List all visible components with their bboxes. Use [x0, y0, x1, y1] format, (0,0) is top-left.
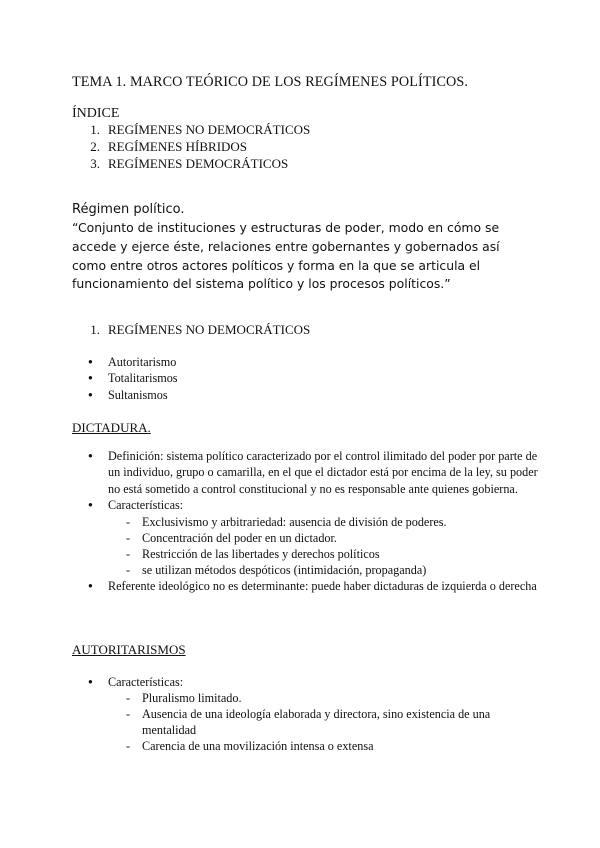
index-item [72, 121, 310, 138]
list-item-text: Autoritarismo [108, 355, 177, 369]
index-item-label: REGÍMENES DEMOCRÁTICOS [108, 156, 289, 171]
dash-icon: - [126, 691, 131, 706]
section-label: REGÍMENES NO DEMOCRÁTICOS [108, 322, 311, 337]
bullet-icon: ● [88, 500, 93, 510]
sub-list-item [72, 562, 542, 578]
dash-icon: - [126, 739, 131, 754]
index-item-number: 3. [90, 156, 100, 171]
regimen-definition-quote: “Conjunto de instituciones y estructuras de poder, modo en cómo se accede y ejerce éste, relaciones entre gobernantes y gobernados así como entre otros actores políticos y forma en la que se articula el funcionamiento del sistema político y los procesos políticos.” [72, 220, 500, 292]
index-list [72, 121, 310, 172]
sub-list-item [72, 706, 542, 738]
section-number: 1. [90, 322, 100, 337]
regime-types-list [72, 354, 532, 403]
bullet-icon: ● [88, 451, 93, 460]
sub-list-item-text: Carencia de una movilización intensa o extensa [142, 739, 374, 754]
list-item-text: Sultanismos [108, 387, 168, 402]
dictadura-list [72, 448, 542, 594]
bullet-icon: ● [88, 677, 93, 686]
list-item [72, 370, 532, 386]
sub-list-item [72, 690, 542, 706]
sub-list-item [72, 514, 542, 530]
list-item [72, 354, 532, 370]
dash-icon: - [126, 707, 131, 722]
sub-list-item-text: se utilizan métodos despóticos (intimidación, propaganda) [142, 562, 427, 577]
list-item [72, 497, 542, 577]
list-item-text: Características: [108, 675, 184, 689]
list-item-text: Características: [108, 498, 184, 513]
index-heading: ÍNDICE [72, 106, 120, 121]
sub-list-item-text: Exclusivismo y arbitrariedad: ausencia de división de poderes. [142, 514, 447, 529]
index-item [72, 155, 310, 172]
autoritarismos-list [72, 674, 542, 754]
bullet-icon: ● [88, 580, 93, 590]
section-heading-no-democraticos [72, 322, 310, 338]
index-item-label: REGÍMENES NO DEMOCRÁTICOS [108, 122, 311, 137]
sub-list [72, 514, 542, 578]
list-item [72, 387, 532, 403]
dictadura-heading: DICTADURA. [72, 420, 151, 435]
index-item [72, 138, 310, 155]
dash-icon: - [126, 562, 131, 577]
autoritarismos-heading: AUTORITARISMOS [72, 642, 186, 657]
index-item-number: 1. [90, 122, 100, 137]
sub-list-item-text: Concentración del poder en un dictador. [142, 530, 337, 545]
bullet-icon: ● [88, 357, 93, 366]
list-item-text: Definición: sistema político caracterizado por el control ilimitado del poder por parte de un individuo, grupo o camarilla, en el que el dictador está por encima de la ley, su poder no está sometido a control constitucional y no es responsable ante quienes gobierna. [108, 449, 538, 496]
index-item-label: REGÍMENES HÍBRIDOS [108, 139, 248, 154]
list-item-text: Referente ideológico no es determinante: puede haber dictaduras de izquierda o derecha [108, 578, 537, 593]
document-title: TEMA 1. MARCO TEÓRICO DE LOS REGÍMENES POLÍTICOS. [72, 74, 468, 90]
sub-list-item-text: Pluralismo limitado. [142, 691, 242, 706]
dash-icon: - [126, 530, 131, 545]
bullet-icon: ● [88, 373, 93, 383]
list-item-text: Totalitarismos [108, 371, 178, 386]
dash-icon: - [126, 514, 131, 529]
sub-list-item [72, 546, 542, 562]
sub-list-item-text: Restricción de las libertades y derechos políticos [142, 546, 380, 561]
sub-list-item [72, 530, 542, 546]
list-item [72, 448, 542, 497]
sub-list-item [72, 738, 542, 754]
sub-list [72, 690, 542, 754]
list-item [72, 674, 542, 754]
index-item-number: 2. [90, 139, 100, 154]
bullet-icon: ● [88, 389, 93, 399]
sub-list-item-text: Ausencia de una ideología elaborada y directora, sino existencia de una mentalidad [142, 707, 491, 738]
dash-icon: - [126, 546, 131, 561]
list-item [72, 578, 542, 594]
regimen-heading: Régimen político. [72, 202, 185, 217]
